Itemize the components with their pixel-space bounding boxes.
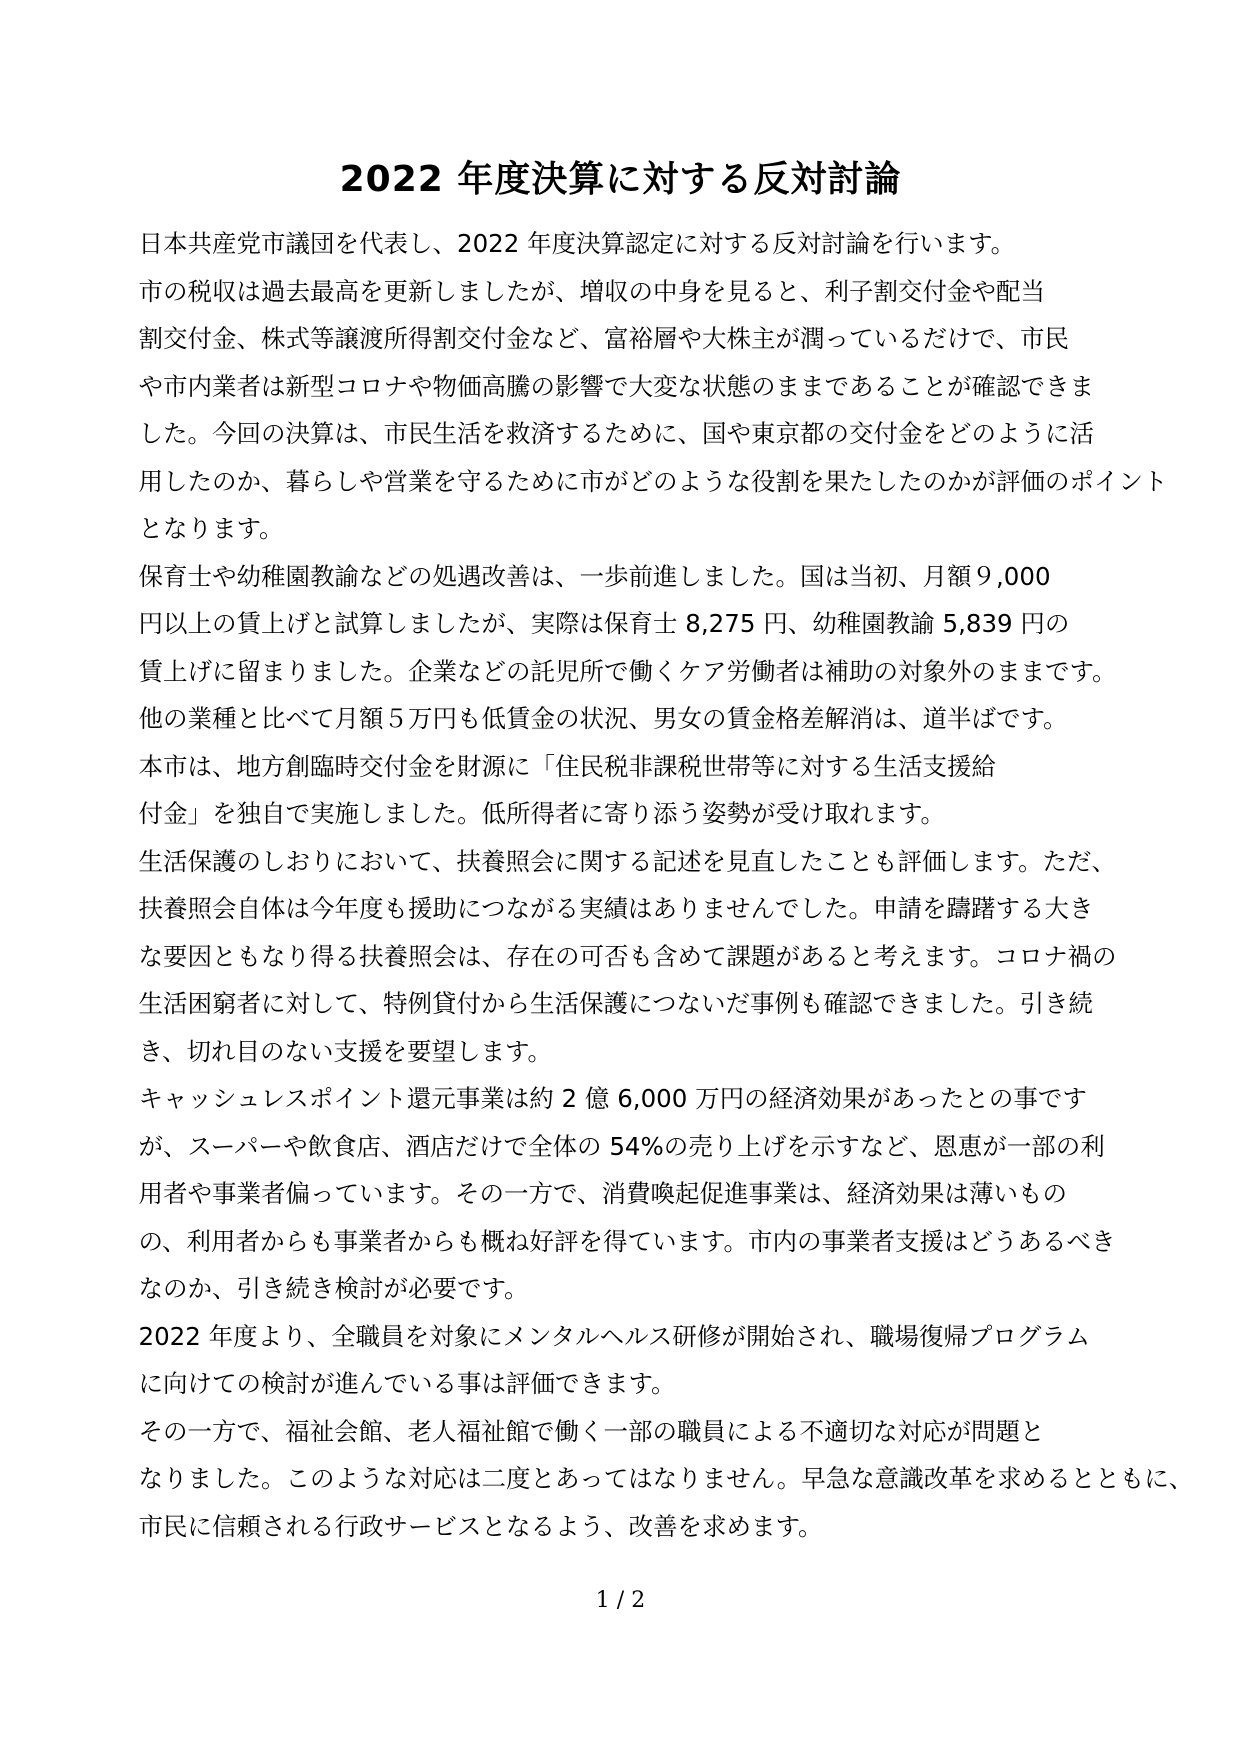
paragraph-line: 生活保護のしおりにおいて、扶養照会に関する記述を見直したことも評価します。ただ、 xyxy=(138,846,1117,876)
paragraph xyxy=(114,220,1130,268)
paragraph-line: となります。 xyxy=(138,514,284,543)
paragraph-line: 本市は、地方創臨時交付金を財源に「住民税非課税世帯等に対する生活支援給 xyxy=(138,751,996,781)
paragraph-line: した。今回の決算は、市民生活を救済するために、国や東京都の交付金をどのように活 xyxy=(138,419,1094,448)
paragraph xyxy=(114,1075,1130,1313)
paragraph-line: 市の税収は過去最高を更新しましたが、増収の中身を見ると、利子割交付金や配当 xyxy=(138,276,1045,306)
paragraph-line: 2022 年度より、全職員を対象にメンタルヘルス研修が開始され、職場復帰プログラム xyxy=(138,1321,1091,1351)
paragraph-line: その一方で、福祉会館、老人福祉館で働く一部の職員による不適切な対応が問題と xyxy=(138,1416,1045,1446)
page-total: 2 xyxy=(631,1588,646,1613)
paragraph-line: や市内業者は新型コロナや物価高騰の影響で大変な状態のままであることが確認できま xyxy=(138,371,1094,401)
paragraph xyxy=(114,838,1130,1076)
paragraph xyxy=(114,743,1130,838)
paragraph-line: 用したのか、暮らしや営業を守るために市がどのような役割を果たしたのかが評価のポイント xyxy=(138,466,1168,496)
paragraph-line: なりました。このような対応は二度とあってはなりません。早急な意識改革を求めるとともに、 xyxy=(138,1464,1194,1493)
paragraph-line: 市民に信頼される行政サービスとなるよう、改善を求めます。 xyxy=(138,1511,823,1541)
paragraph-line: 用者や事業者偏っています。その一方で、消費喚起促進事業は、経済効果は薄いもの xyxy=(138,1179,1068,1208)
paragraph xyxy=(114,553,1130,743)
paragraph xyxy=(114,1408,1194,1551)
paragraph-line: 他の業種と比べて月額５万円も低賃金の状況、男女の賃金格差解消は、道半ばです。 xyxy=(138,704,1068,733)
paragraph-line: キャッシュレスポイント還元事業は約 2 億 6,000 万円の経済効果があったとの事です xyxy=(138,1084,1087,1113)
paragraph-line: 付金」を独自で実施しました。低所得者に寄り添う姿勢が受け取れます。 xyxy=(138,799,946,828)
paragraph-line: な要因ともなり得る扶養照会は、存在の可否も含めて課題があると考えます。コロナ禍の xyxy=(138,941,1117,971)
page-current: 1 xyxy=(595,1588,610,1613)
paragraph-line: 割交付金、株式等譲渡所得割交付金など、富裕層や大株主が潤っているだけで、市民 xyxy=(138,324,1070,353)
paragraph-line: 保育士や幼稚園教諭などの処遇改善は、一歩前進しました。国は当初、月額９,000 xyxy=(138,561,1051,591)
paragraph-line: に向けての検討が進んでいる事は評価できます。 xyxy=(138,1369,676,1398)
document-title: 2022 年度決算に対する反対討論 xyxy=(339,159,902,200)
paragraph-line: 円以上の賃上げと試算しましたが、実際は保育士 8,275 円、幼稚園教諭 5,839 円の xyxy=(138,609,1070,638)
paragraph-line: 賃上げに留まりました。企業などの託児所で働くケア労働者は補助の対象外のままです。 xyxy=(138,656,1117,686)
page-number xyxy=(0,1586,1241,1616)
paragraph-line: 日本共産党市議団を代表し、2022 年度決算認定に対する反対討論を行います。 xyxy=(138,229,1016,258)
document-body xyxy=(114,220,1194,1550)
page-separator: / xyxy=(616,1588,625,1613)
paragraph-line: 扶養照会自体は今年度も援助につながる実績はありませんでした。申請を躊躇する大き xyxy=(138,894,1094,923)
paragraph-line: の、利用者からも事業者からも概ね好評を得ています。市内の事業者支援はどうあるべき xyxy=(138,1226,1116,1256)
paragraph xyxy=(114,1313,1130,1408)
paragraph-line: 生活困窮者に対して、特例貸付から生活保護につないだ事例も確認できました。引き続 xyxy=(138,989,1094,1018)
paragraph-line: が、スーパーや飲食店、酒店だけで全体の 54%の売り上げを示すなど、恩恵が一部の利 xyxy=(138,1131,1105,1161)
paragraph-line: き、切れ目のない支援を要望します。 xyxy=(138,1036,553,1066)
paragraph-line: なのか、引き続き検討が必要です。 xyxy=(138,1274,529,1303)
paragraph xyxy=(114,268,1168,553)
